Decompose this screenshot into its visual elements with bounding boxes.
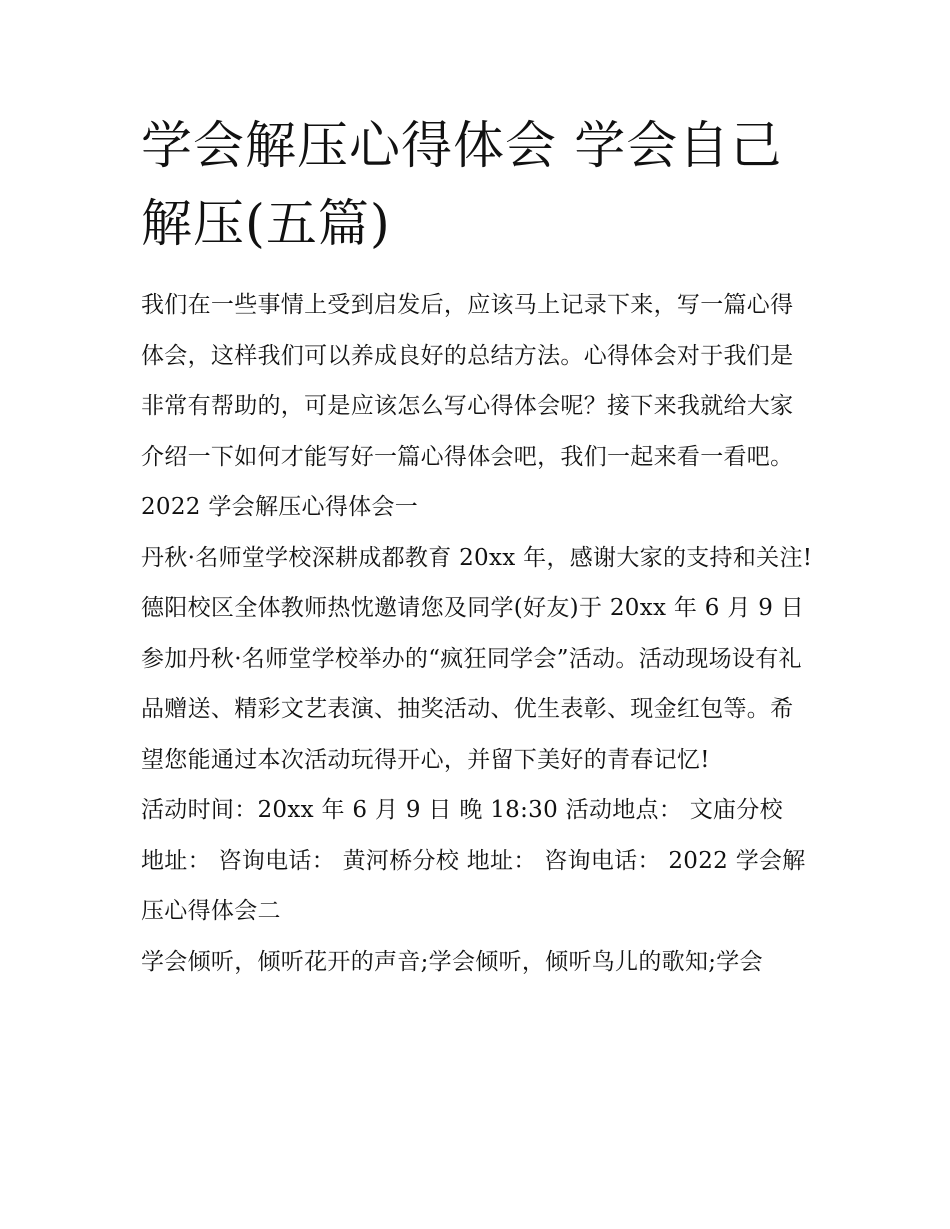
document-title: 学会解压心得体会 学会自己解压(五篇) xyxy=(141,117,783,254)
intro-paragraph: 我们在一些事情上受到启发后，应该马上记录下来，写一篇心得体会，这样我们可以养成良好的总结方法。心得体会对于我们是非常有帮助的，可是应该怎么写心得体会呢？接下来我就给大家介绍一下如何才能写好一篇心得体会吧，我们一起来看一看吧。 xyxy=(141,292,794,470)
document-body xyxy=(141,280,813,987)
document-page xyxy=(141,108,813,987)
event-paragraph: 丹秋·名师堂学校深耕成都教育 20xx 年，感谢大家的支持和关注!德阳校区全体教师热忱邀请您及同学(好友)于 20xx 年 6 月 9 日参加丹秋·名师堂学校举办的“疯狂同学会”活动。活动现场设有礼品赠送、精彩文艺表演、抽奖活动、优生表彰、现金红包等。希望您能通过本次活动玩得开心，并留下美好的青春记忆! xyxy=(141,544,813,773)
section-heading-1: 2022 学会解压心得体会一 xyxy=(141,494,419,520)
section-2-paragraph: 学会倾听，倾听花开的声音;学会倾听，倾听鸟儿的歌知;学会 xyxy=(141,948,763,975)
event-details-paragraph: 活动时间：20xx 年 6 月 9 日 晚 18:30 活动地点： 文庙分校 地址： 咨询电话： 黄河桥分校 地址： 咨询电话： 2022 学会解压心得体会二 xyxy=(141,797,806,924)
